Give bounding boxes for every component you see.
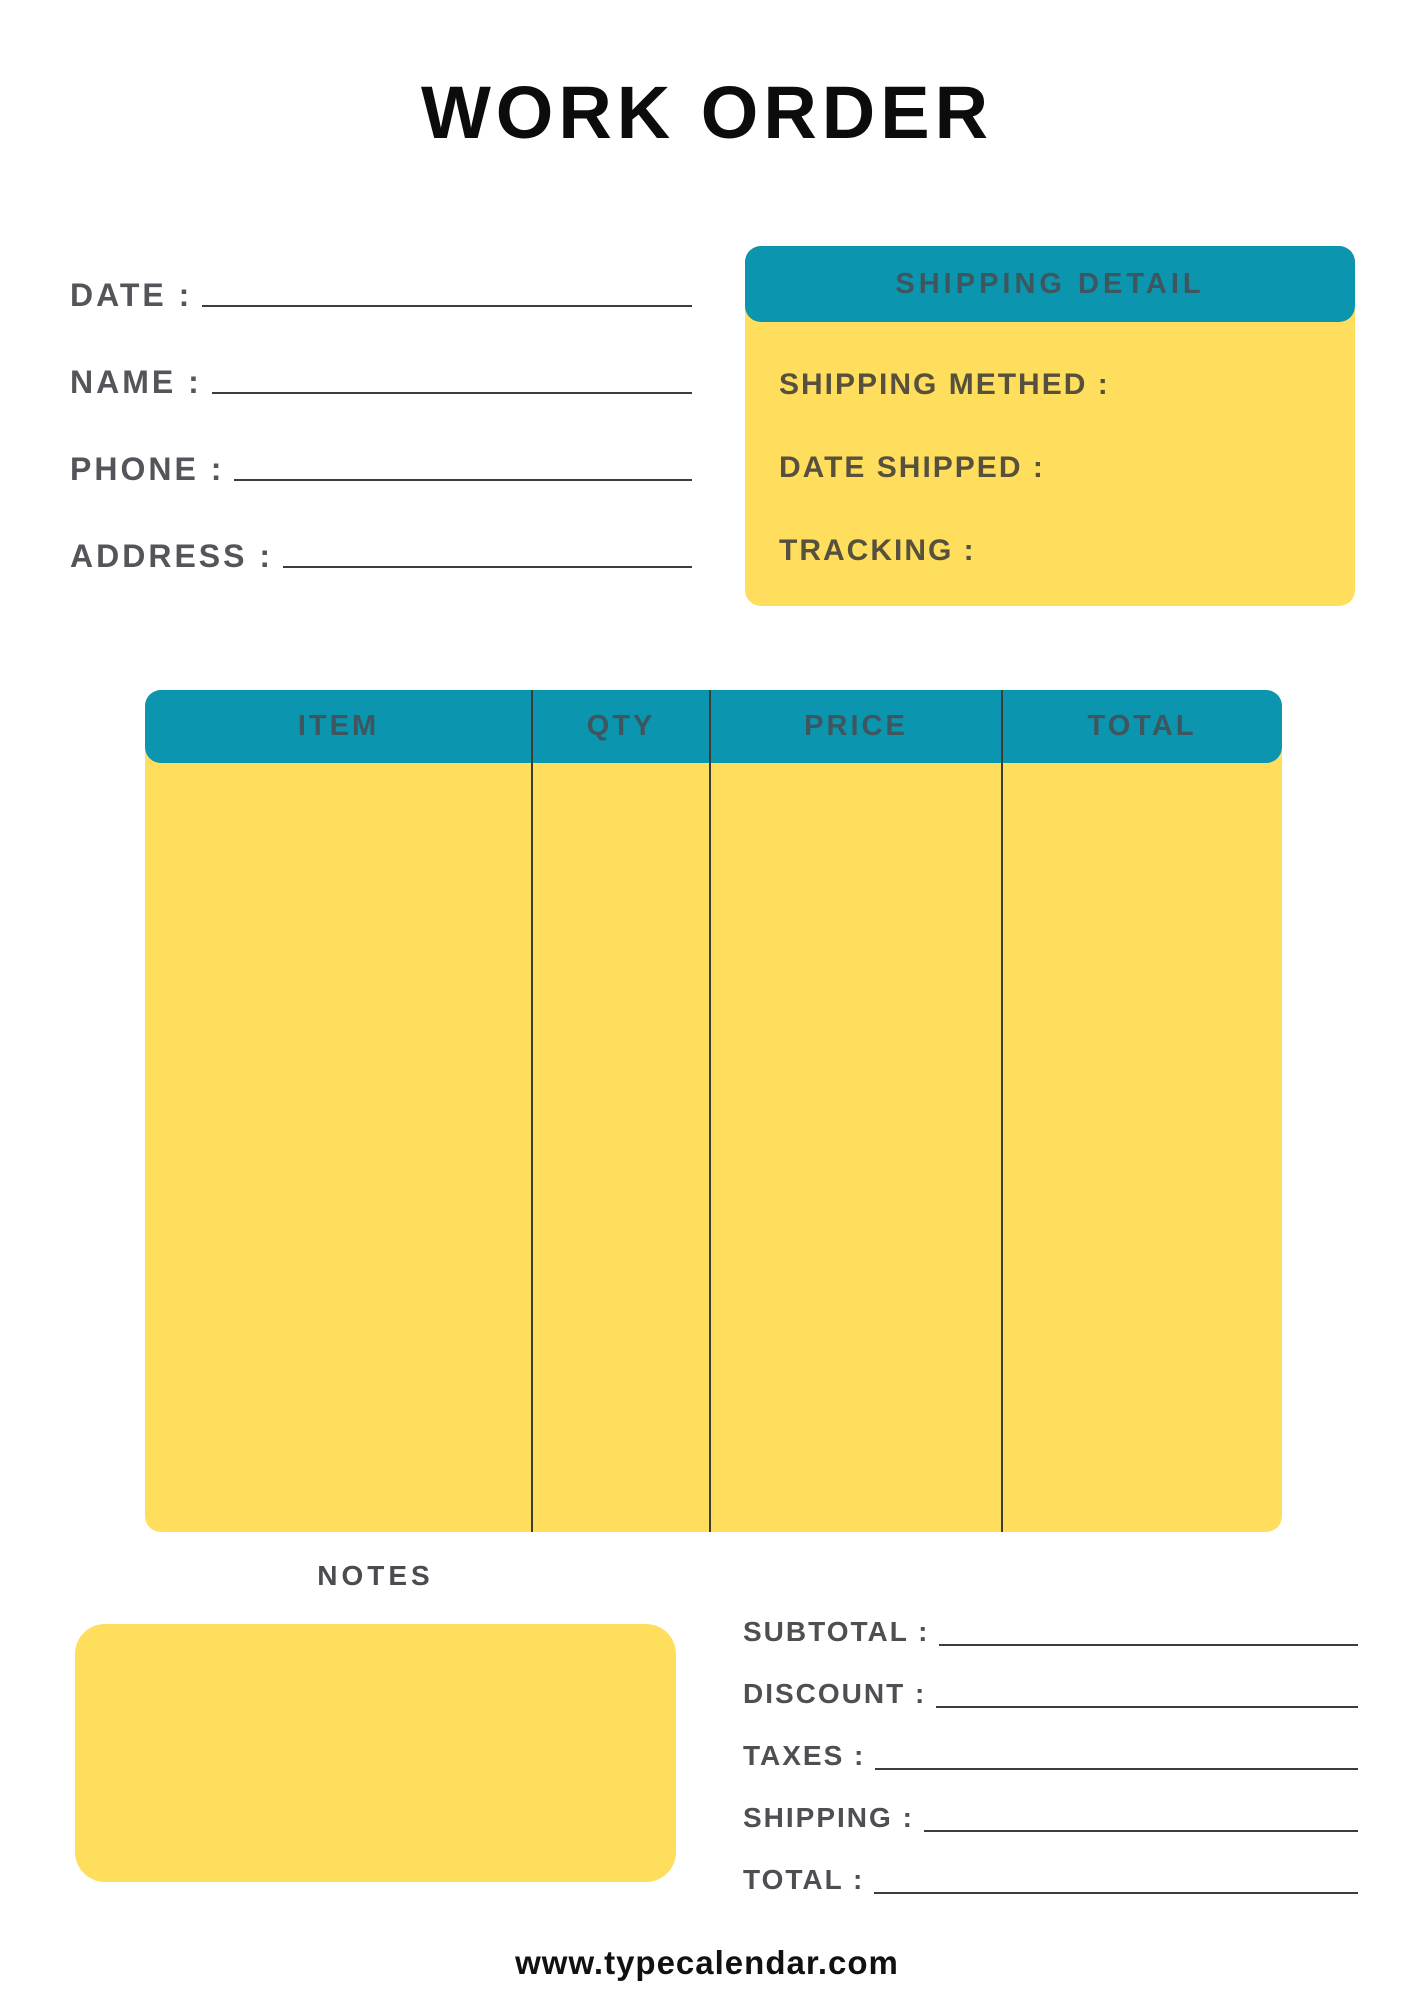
notes-label: NOTES — [317, 1560, 434, 1591]
date-shipped-label: DATE SHIPPED : — [779, 451, 1045, 484]
discount-input-line[interactable] — [936, 1680, 1358, 1708]
name-label: NAME : — [70, 364, 202, 400]
grand-total-input-line[interactable] — [874, 1866, 1358, 1894]
tracking-field — [779, 532, 1327, 570]
shipping-detail-card — [745, 246, 1355, 606]
column-divider — [709, 690, 711, 1532]
address-label: ADDRESS : — [70, 538, 274, 574]
items-table — [145, 690, 1282, 1532]
name-input-line[interactable] — [212, 364, 692, 394]
taxes-input-line[interactable] — [875, 1742, 1358, 1770]
subtotal-label: SUBTOTAL : — [743, 1616, 930, 1647]
totals-section — [743, 1612, 1358, 1922]
taxes-label: TAXES : — [743, 1740, 866, 1771]
shipping-method-field — [779, 366, 1327, 404]
date-field — [70, 272, 692, 312]
items-table-header — [145, 690, 1282, 763]
name-field — [70, 359, 692, 399]
phone-input-line[interactable] — [234, 451, 692, 481]
subtotal-input-line[interactable] — [939, 1618, 1358, 1646]
phone-field — [70, 446, 692, 486]
address-input-line[interactable] — [283, 538, 692, 568]
shipping-detail-body — [745, 322, 1355, 570]
shipping-cost-input-line[interactable] — [924, 1804, 1358, 1832]
address-field — [70, 533, 692, 573]
items-table-body[interactable] — [145, 763, 1282, 1532]
shipping-method-label: SHIPPING METHED : — [779, 368, 1110, 401]
column-header-item: ITEM — [297, 710, 380, 742]
page-title: WORK ORDER — [420, 71, 994, 154]
taxes-field — [743, 1736, 1358, 1772]
grand-total-label: TOTAL : — [743, 1864, 865, 1895]
column-header-qty: QTY — [586, 710, 656, 742]
column-divider — [1001, 690, 1003, 1532]
shipping-cost-label: SHIPPING : — [743, 1802, 914, 1833]
column-header-total: TOTAL — [1087, 710, 1197, 742]
notes-box[interactable] — [75, 1624, 676, 1882]
date-shipped-field — [779, 449, 1327, 487]
grand-total-field — [743, 1860, 1358, 1896]
date-input-line[interactable] — [202, 277, 692, 307]
date-label: DATE : — [70, 277, 193, 313]
tracking-label: TRACKING : — [779, 534, 976, 567]
customer-fields — [70, 272, 692, 620]
column-header-price: PRICE — [804, 710, 908, 742]
shipping-cost-field — [743, 1798, 1358, 1834]
discount-label: DISCOUNT : — [743, 1678, 927, 1709]
website-link[interactable]: www.typecalendar.com — [515, 1944, 899, 1981]
discount-field — [743, 1674, 1358, 1710]
phone-label: PHONE : — [70, 451, 225, 487]
subtotal-field — [743, 1612, 1358, 1648]
column-divider — [531, 690, 533, 1532]
shipping-detail-header: SHIPPING DETAIL — [745, 246, 1355, 322]
